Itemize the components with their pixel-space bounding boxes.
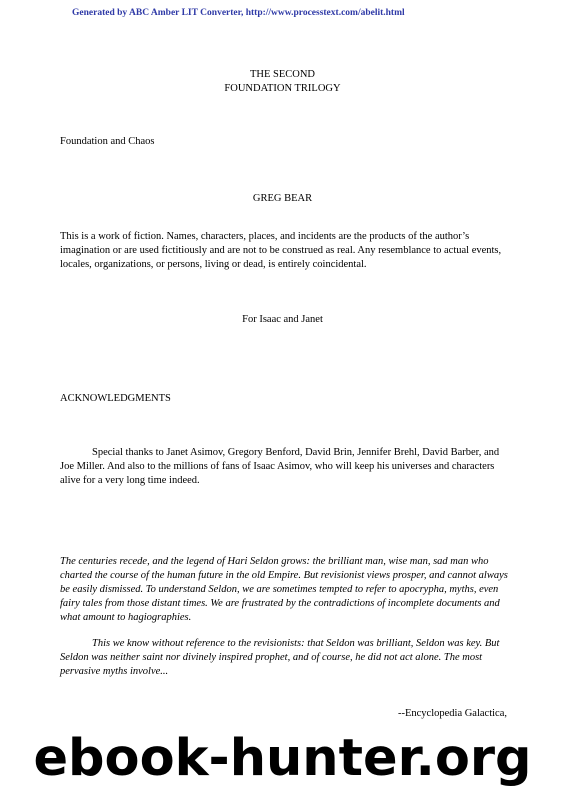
- disclaimer-text: This is a work of fiction. Names, characters, places, and incidents are the products of the author’s imagination or are used fictitiously and are not to be construed as real. Any resemblance to actual events, locales, organizations, or persons, living or dead, is entirely coincidental.: [60, 231, 502, 270]
- dedication: For Isaac and Janet: [242, 314, 323, 325]
- series-title-line-1: THE SECOND: [249, 69, 316, 80]
- epigraph-paragraph-2: This we know without reference to the revisionists: that Seldon was brilliant, Seldon was key. But Seldon was neither saint nor divinely inspired prophet, and of course, he did not act alone. The most pervasive myths involve...: [60, 638, 500, 677]
- epigraph-paragraph-1: The centuries recede, and the legend of Hari Seldon grows: the brilliant man, wise man, sad man who charted the course of the human future in the old Empire. But revisionist views prosper, and cannot always be easily dismissed. To understand Seldon, we are sometimes tempted to refer to apocrypha, myths, even fairy tales from those distant times. We are frustrated by the contradictions of incomplete documents and what amount to hagiographies.: [60, 556, 508, 623]
- book-title: Foundation and Chaos: [60, 136, 155, 147]
- acknowledgments-heading: ACKNOWLEDGMENTS: [60, 393, 171, 404]
- acknowledgments-text: Special thanks to Janet Asimov, Gregory Benford, David Brin, Jennifer Brehl, David Barber, and Joe Miller. And also to the millions of fans of Isaac Asimov, who will keep his universes and characters alive for a very long time indeed.: [60, 447, 500, 486]
- epigraph-attribution: --Encyclopedia Galactica,: [397, 708, 507, 719]
- watermark-logo: ebook-hunter.org: [33, 729, 532, 788]
- series-title-line-2: FOUNDATION TRILOGY: [224, 83, 341, 94]
- author-name: GREG BEAR: [252, 193, 313, 204]
- converter-link[interactable]: Generated by ABC Amber LIT Converter, http://www.processtext.com/abelit.html: [72, 8, 405, 18]
- series-title: [0, 68, 565, 96]
